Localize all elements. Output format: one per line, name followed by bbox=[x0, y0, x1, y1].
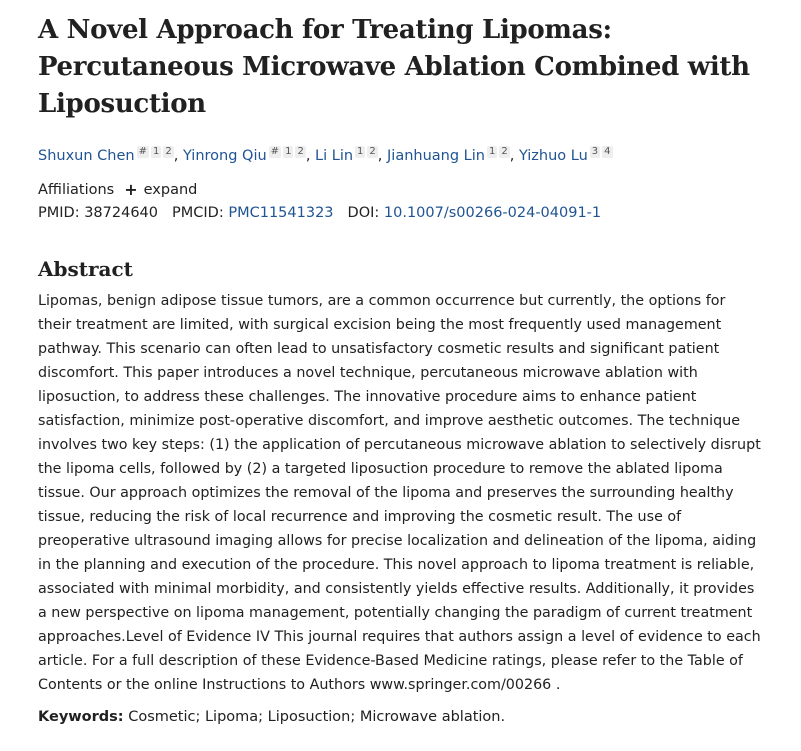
author-separator: , bbox=[305, 148, 316, 164]
identifiers-row bbox=[38, 205, 801, 221]
author-separator: , bbox=[509, 148, 519, 164]
author-link[interactable]: Shuxun Chen bbox=[38, 148, 135, 164]
author-item bbox=[519, 148, 613, 164]
pmid-value: 38724640 bbox=[84, 205, 159, 221]
author-mark[interactable]: # bbox=[138, 146, 147, 157]
keywords-row bbox=[38, 709, 801, 725]
author-list bbox=[38, 146, 801, 166]
author-mark[interactable]: 2 bbox=[297, 146, 304, 157]
author-link[interactable]: Yizhuo Lu bbox=[518, 148, 588, 164]
author-mark[interactable]: # bbox=[270, 146, 280, 157]
author-item bbox=[315, 148, 378, 164]
affiliations-row bbox=[38, 182, 801, 198]
author-mark[interactable]: 4 bbox=[604, 146, 611, 157]
author-link[interactable]: Li Lin bbox=[315, 148, 354, 164]
doi-group bbox=[348, 205, 602, 221]
pmid-label: PMID: bbox=[38, 205, 80, 221]
author-item bbox=[183, 148, 306, 164]
author-link[interactable]: Jianhuang Lin bbox=[387, 148, 485, 164]
author-mark[interactable]: 1 bbox=[152, 146, 160, 157]
author-mark[interactable]: 3 bbox=[591, 146, 599, 157]
affiliations-label: Affiliations bbox=[38, 182, 115, 198]
affiliations-expand-button[interactable] bbox=[124, 182, 197, 198]
expand-label: expand bbox=[143, 182, 198, 198]
abstract-heading: Abstract bbox=[38, 257, 133, 281]
author-mark[interactable]: 1 bbox=[285, 146, 292, 157]
author-separator: , bbox=[377, 148, 388, 164]
author-item bbox=[387, 148, 510, 164]
pmid-group bbox=[38, 205, 158, 221]
doi-link[interactable]: 10.1007/s00266-024-04091-1 bbox=[383, 205, 602, 221]
author-item bbox=[38, 148, 174, 164]
article-title: A Novel Approach for Treating Lipomas: Percutaneous Microwave Ablation Combined with Liposuction bbox=[38, 15, 750, 119]
pmcid-group bbox=[172, 205, 334, 221]
author-separator: , bbox=[173, 148, 183, 164]
author-mark[interactable]: 2 bbox=[165, 146, 172, 157]
keywords-text: Cosmetic; Lipoma; Liposuction; Microwave ablation. bbox=[128, 709, 506, 725]
abstract-text: Lipomas, benign adipose tissue tumors, are a common occurrence but currently, the options for their treatment are limited, with surgical excision being the most frequently used management pathway. This scenario can often lead to unsatisfactory cosmetic results and significant patient discomfort. This paper introduces a novel technique, percutaneous microwave ablation with liposuction, to address these challenges. The innovative procedure aims to enhance patient satisfaction, minimize post-operative discomfort, and improve aesthetic outcomes. The technique involves two key steps: (1) the application of percutaneous microwave ablation to selectively disrupt the lipoma cells, followed by (2) a targeted liposuction procedure to remove the ablated lipoma tissue. Our approach optimizes the removal of the lipoma and preserves the surrounding healthy tissue, reducing the risk of local recurrence and improving the cosmetic result. The use of preoperative ultrasound imaging allows for precise localization and delineation of the lipoma, aiding in the planning and execution of the procedure. This novel approach to lipoma treatment is reliable, associated with minimal morbidity, and consistently yields effective results. Additionally, it provides a new perspective on lipoma management, potentially changing the paradigm of current treatment approaches.Level of Evidence IV This journal requires that authors assign a level of evidence to each article. For a full description of these Evidence-Based Medicine ratings, please refer to the Table of Contents or the online Instructions to Authors www.springer.com/00266 . bbox=[38, 293, 761, 693]
author-mark[interactable]: 1 bbox=[488, 146, 496, 157]
pmcid-link[interactable]: PMC11541323 bbox=[228, 205, 334, 221]
pmcid-label: PMCID: bbox=[172, 205, 224, 221]
author-mark[interactable]: 2 bbox=[501, 146, 508, 157]
plus-icon: + bbox=[124, 180, 138, 199]
author-mark[interactable]: 1 bbox=[357, 146, 364, 157]
author-mark[interactable]: 2 bbox=[369, 146, 376, 157]
author-link[interactable]: Yinrong Qiu bbox=[182, 148, 267, 164]
keywords-label: Keywords: bbox=[38, 709, 124, 725]
doi-label: DOI: bbox=[347, 205, 380, 221]
